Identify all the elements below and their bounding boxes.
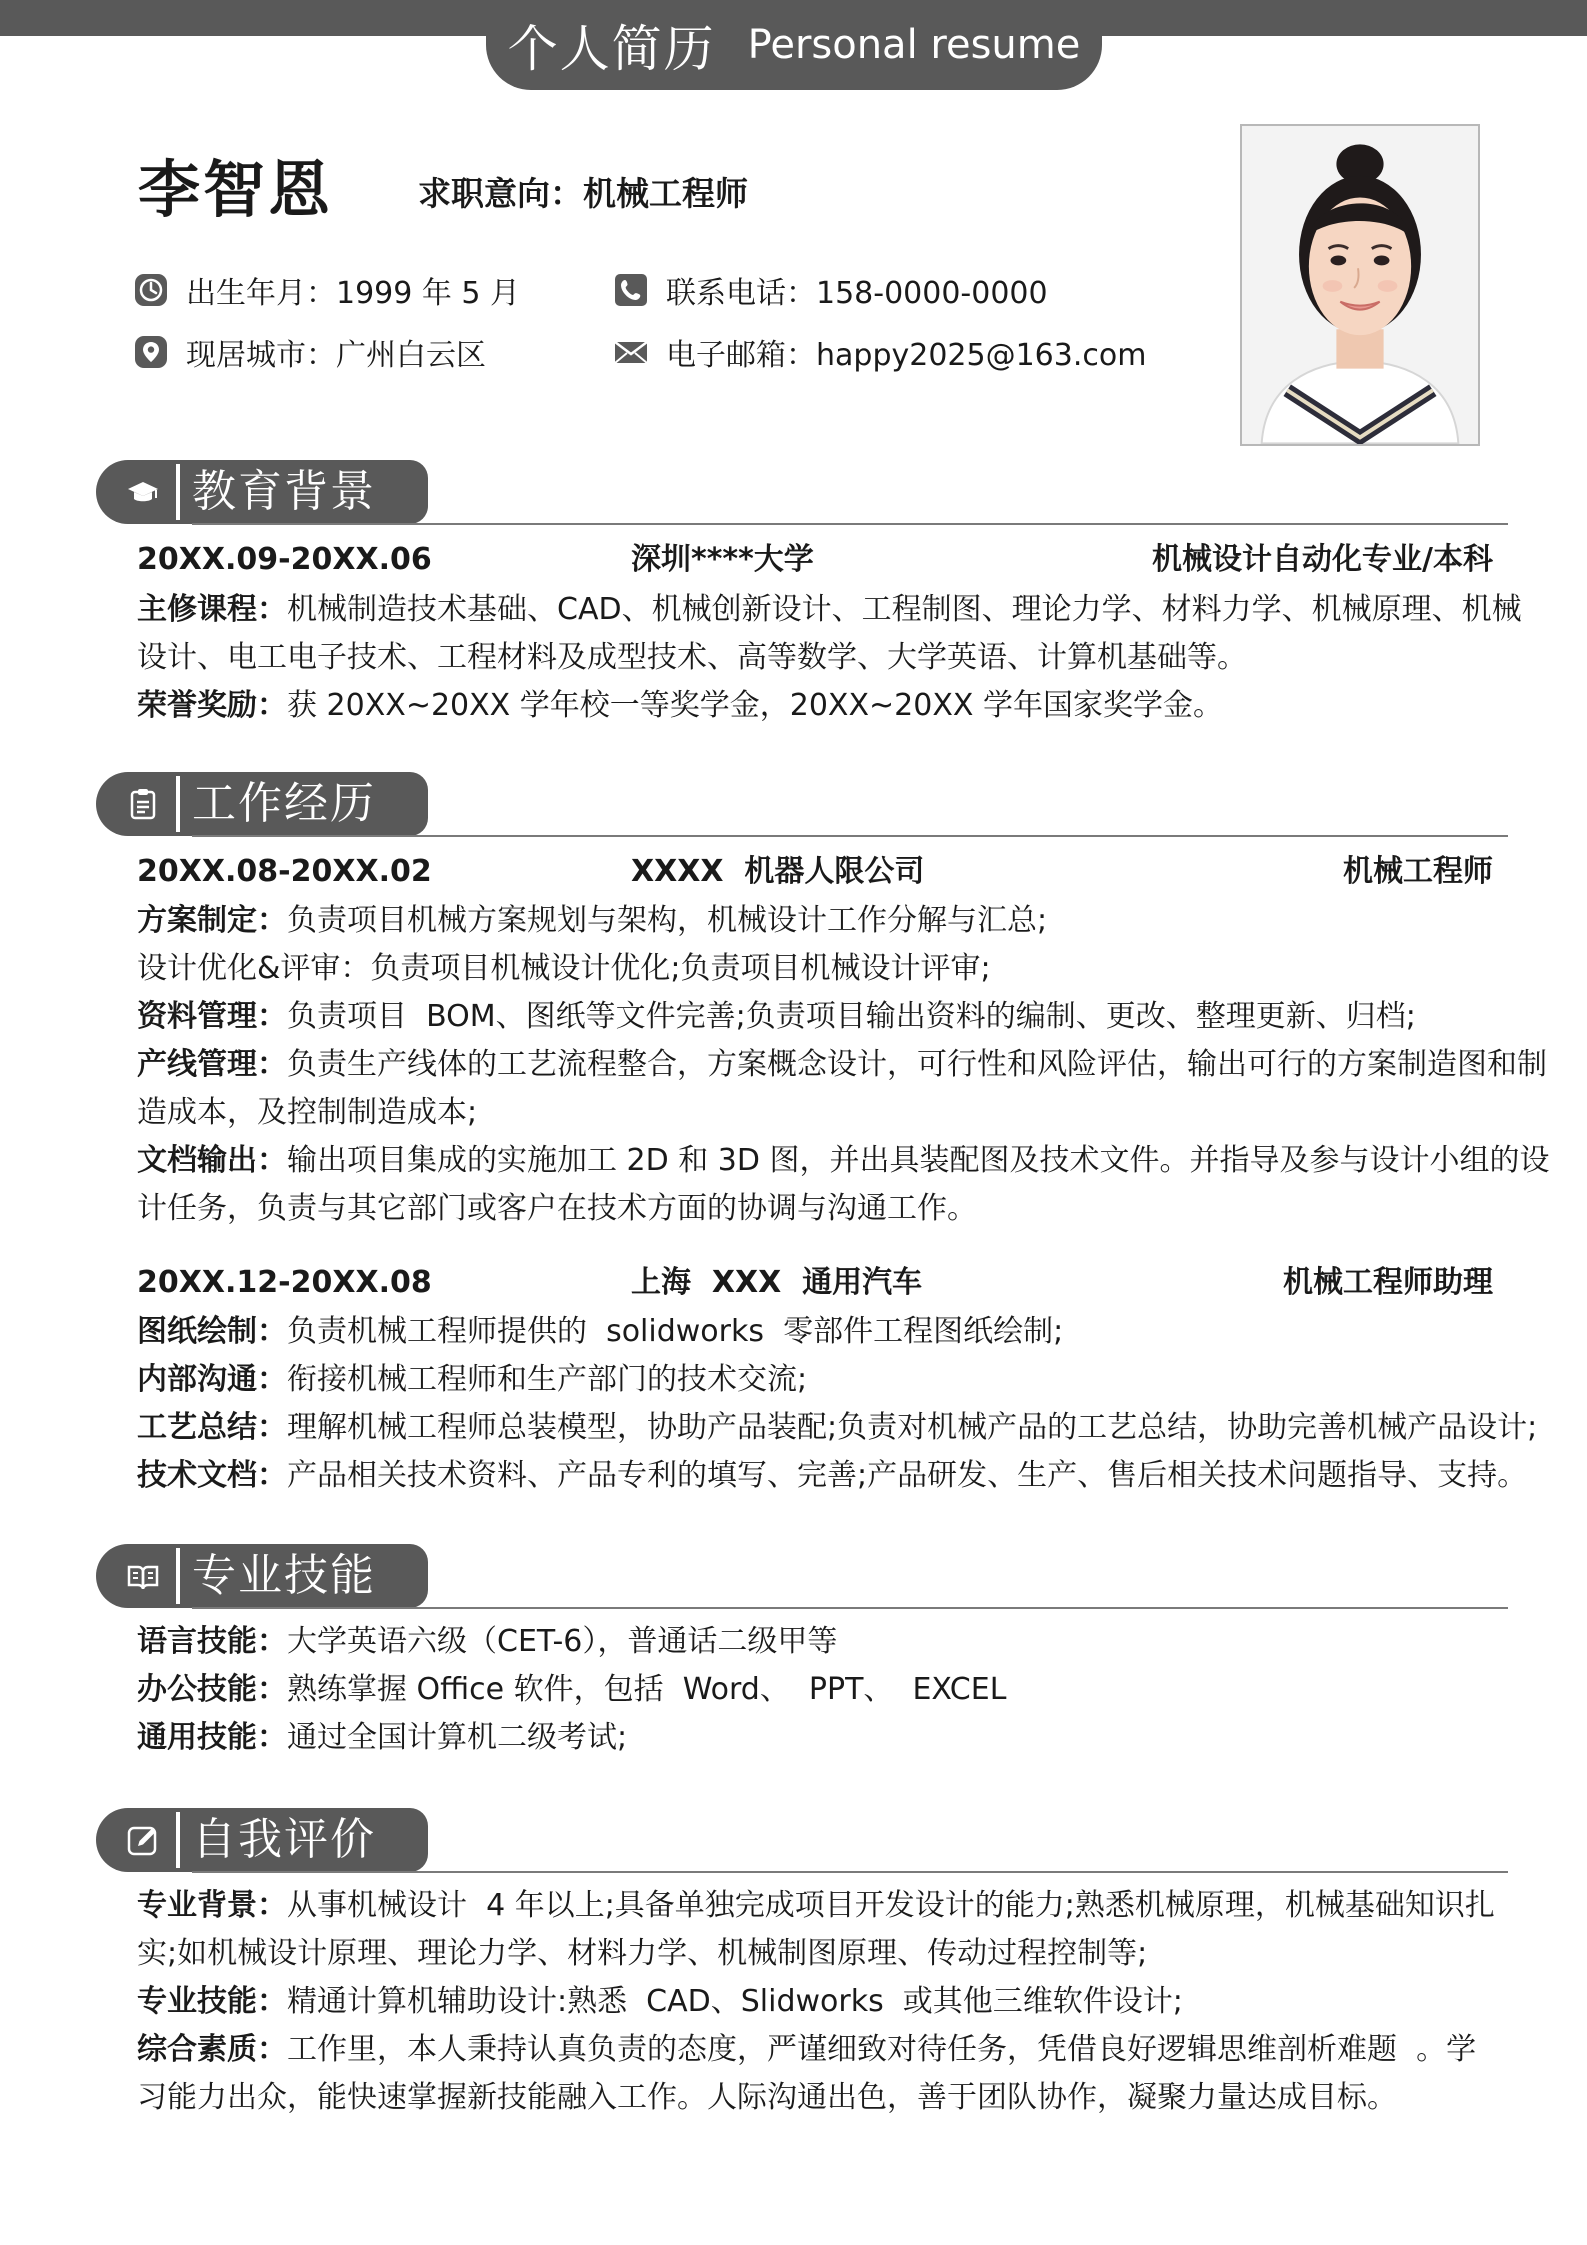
- birth-info: [134, 268, 520, 312]
- line-label: 方案制定：: [137, 903, 287, 938]
- line-label: 图纸绘制：: [137, 1314, 287, 1349]
- evaluation-line: [137, 1934, 1147, 1974]
- education-row: [137, 540, 1493, 580]
- line-text: 衔接机械工程师和生产部门的技术交流;: [287, 1362, 808, 1397]
- job-company: XXXX 机器人限公司: [631, 854, 925, 889]
- city-text: 现居城市：广州白云区: [186, 338, 486, 373]
- line-text: 产品相关技术资料、产品专利的填写、完善;产品研发、生产、售后相关技术问题指导、支持。: [287, 1458, 1528, 1493]
- line-text: 从事机械设计 4 年以上;具备单独完成项目开发设计的能力;熟悉机械原理，机械基础知识扎: [287, 1888, 1495, 1923]
- skill-line: [137, 1718, 627, 1758]
- line-label: 语言技能：: [137, 1624, 287, 1659]
- line-label: 荣誉奖励：: [137, 688, 287, 723]
- line-text: 输出项目集成的实施加工 2D 和 3D 图，并出具装配图及技术文件。并指导及参与设计小组的设: [287, 1143, 1550, 1178]
- line-label: 内部沟通：: [137, 1362, 287, 1397]
- job-line: [137, 1093, 477, 1133]
- education-school: 深圳****大学: [631, 542, 814, 577]
- section-evaluation-header: [96, 1808, 1508, 1872]
- job-line: [137, 1360, 807, 1400]
- line-text: 负责生产线体的工艺流程整合，方案概念设计，可行性和风险评估，输出可行的方案制造图和制: [287, 1047, 1547, 1082]
- job-period: 20XX.12-20XX.08: [137, 1265, 432, 1300]
- line-text: 理解机械工程师总装模型，协助产品装配;负责对机械产品的工艺总结，协助完善机械产品设计;: [287, 1410, 1538, 1445]
- line-text: 负责项目机械方案规划与架构，机械设计工作分解与汇总;: [287, 903, 1048, 938]
- birth-text: 出生年月：1999 年 5 月: [186, 276, 521, 311]
- section-rule: [192, 523, 1508, 525]
- line-text: 大学英语六级（CET-6），普通话二级甲等: [287, 1624, 838, 1659]
- line-text: 计任务，负责与其它部门或客户在技术方面的协调与沟通工作。: [137, 1191, 977, 1226]
- line-text: 熟练掌握 Office 软件，包括 Word、 PPT、 EXCEL: [287, 1672, 1007, 1707]
- envelope-icon: [614, 335, 648, 369]
- job-intent-label: 求职意向：: [418, 174, 583, 213]
- phone-info: [614, 268, 1048, 312]
- evaluation-line: [137, 1886, 1495, 1926]
- job-row: [137, 852, 1493, 892]
- job-line: [137, 949, 991, 989]
- section-work-pill: [96, 772, 428, 836]
- section-skills-pill: [96, 1544, 428, 1608]
- line-text: 获 20XX~20XX 学年校一等奖学金，20XX~20XX 学年国家奖学金。: [287, 688, 1223, 723]
- line-text: 实;如机械设计原理、理论力学、材料力学、机械制图原理、传动过程控制等;: [137, 1936, 1148, 1971]
- section-evaluation-title: 自我评价: [192, 1814, 376, 1865]
- job-intent: [418, 168, 748, 215]
- section-divider: [176, 464, 180, 520]
- section-divider: [176, 776, 180, 832]
- line-label: 主修课程：: [137, 592, 287, 627]
- section-work-header: [96, 772, 1508, 836]
- location-pin-icon: [134, 335, 168, 369]
- job-line: [137, 1189, 977, 1229]
- phone-icon: [614, 273, 648, 307]
- job-line: [137, 1312, 1063, 1352]
- candidate-name: 李智恩: [138, 153, 334, 226]
- phone-text: 联系电话：158-0000-0000: [666, 276, 1048, 311]
- education-line: [137, 638, 1247, 678]
- evaluation-line: [137, 2030, 1476, 2070]
- job-company: 上海 XXX 通用汽车: [631, 1265, 923, 1300]
- evaluation-line: [137, 1982, 1183, 2022]
- line-label: 综合素质：: [137, 2032, 287, 2067]
- line-label: 产线管理：: [137, 1047, 287, 1082]
- line-text: 负责项目 BOM、图纸等文件完善;负责项目输出资料的编制、更改、整理更新、归档;: [287, 999, 1416, 1034]
- email-info: [614, 330, 1146, 374]
- education-major: 机械设计自动化专业/本科: [1152, 542, 1493, 577]
- education-line: [137, 686, 1223, 726]
- line-label: 文档输出：: [137, 1143, 287, 1178]
- job-role: 机械工程师助理: [1283, 1265, 1493, 1300]
- section-skills-header: [96, 1544, 1508, 1608]
- section-rule: [192, 1871, 1508, 1873]
- job-period: 20XX.08-20XX.02: [137, 854, 432, 889]
- evaluation-line: [137, 2078, 1397, 2118]
- education-line: [137, 590, 1522, 630]
- city-info: [134, 330, 486, 374]
- line-text: 负责机械工程师提供的 solidworks 零部件工程图纸绘制;: [287, 1314, 1064, 1349]
- section-skills-title: 专业技能: [192, 1550, 376, 1601]
- job-line: [137, 1408, 1537, 1448]
- email-text: 电子邮箱：happy2025@163.com: [666, 338, 1147, 373]
- line-text: 机械制造技术基础、CAD、机械创新设计、工程制图、理论力学、材料力学、机械原理、机械: [287, 592, 1522, 627]
- portrait-illustration: [1242, 126, 1478, 444]
- line-text: 设计优化&评审：负责项目机械设计优化;负责项目机械设计评审;: [137, 951, 991, 986]
- job-role: 机械工程师: [1343, 854, 1493, 889]
- line-label: 专业技能：: [137, 1984, 287, 2019]
- education-period: 20XX.09-20XX.06: [137, 542, 432, 577]
- graduation-cap-icon: [126, 475, 160, 509]
- resume-title-cn: 个人简历: [507, 20, 716, 78]
- job-line: [137, 901, 1047, 941]
- job-line: [137, 1045, 1547, 1085]
- section-rule: [192, 835, 1508, 837]
- profile-photo: [1240, 124, 1480, 446]
- section-education-title: 教育背景: [192, 466, 376, 517]
- job-line: [137, 1456, 1527, 1496]
- section-education-header: [96, 460, 1508, 524]
- skill-line: [137, 1670, 1006, 1710]
- resume-title-tab: [486, 0, 1102, 90]
- section-divider: [176, 1812, 180, 1868]
- clipboard-icon: [126, 787, 160, 821]
- line-text: 习能力出众，能快速掌握新技能融入工作。人际沟通出色，善于团队协作，凝聚力量达成目标。: [137, 2080, 1397, 2115]
- job-line: [137, 997, 1416, 1037]
- section-education-pill: [96, 460, 428, 524]
- line-label: 资料管理：: [137, 999, 287, 1034]
- line-text: 精通计算机辅助设计:熟悉 CAD、Slidworks 或其他三维软件设计;: [287, 1984, 1183, 2019]
- section-work-title: 工作经历: [192, 778, 376, 829]
- job-row: [137, 1263, 1493, 1303]
- section-evaluation-pill: [96, 1808, 428, 1872]
- line-text: 设计、电工电子技术、工程材料及成型技术、高等数学、大学英语、计算机基础等。: [137, 640, 1247, 675]
- job-intent-value: 机械工程师: [583, 174, 748, 213]
- clock-icon: [134, 273, 168, 307]
- resume-title-en: Personal resume: [747, 22, 1081, 68]
- line-label: 办公技能：: [137, 1672, 287, 1707]
- line-text: 通过全国计算机二级考试;: [287, 1720, 628, 1755]
- line-label: 专业背景：: [137, 1888, 287, 1923]
- section-rule: [192, 1607, 1508, 1609]
- line-label: 工艺总结：: [137, 1410, 287, 1445]
- line-label: 技术文档：: [137, 1458, 287, 1493]
- line-label: 通用技能：: [137, 1720, 287, 1755]
- line-text: 工作里，本人秉持认真负责的态度，严谨细致对待任务，凭借良好逻辑思维剖析难题 。学: [287, 2032, 1477, 2067]
- edit-pencil-icon: [126, 1823, 160, 1857]
- skill-line: [137, 1622, 837, 1662]
- line-text: 造成本，及控制制造成本;: [137, 1095, 478, 1130]
- book-icon: [126, 1559, 160, 1593]
- job-line: [137, 1141, 1550, 1181]
- section-divider: [176, 1548, 180, 1604]
